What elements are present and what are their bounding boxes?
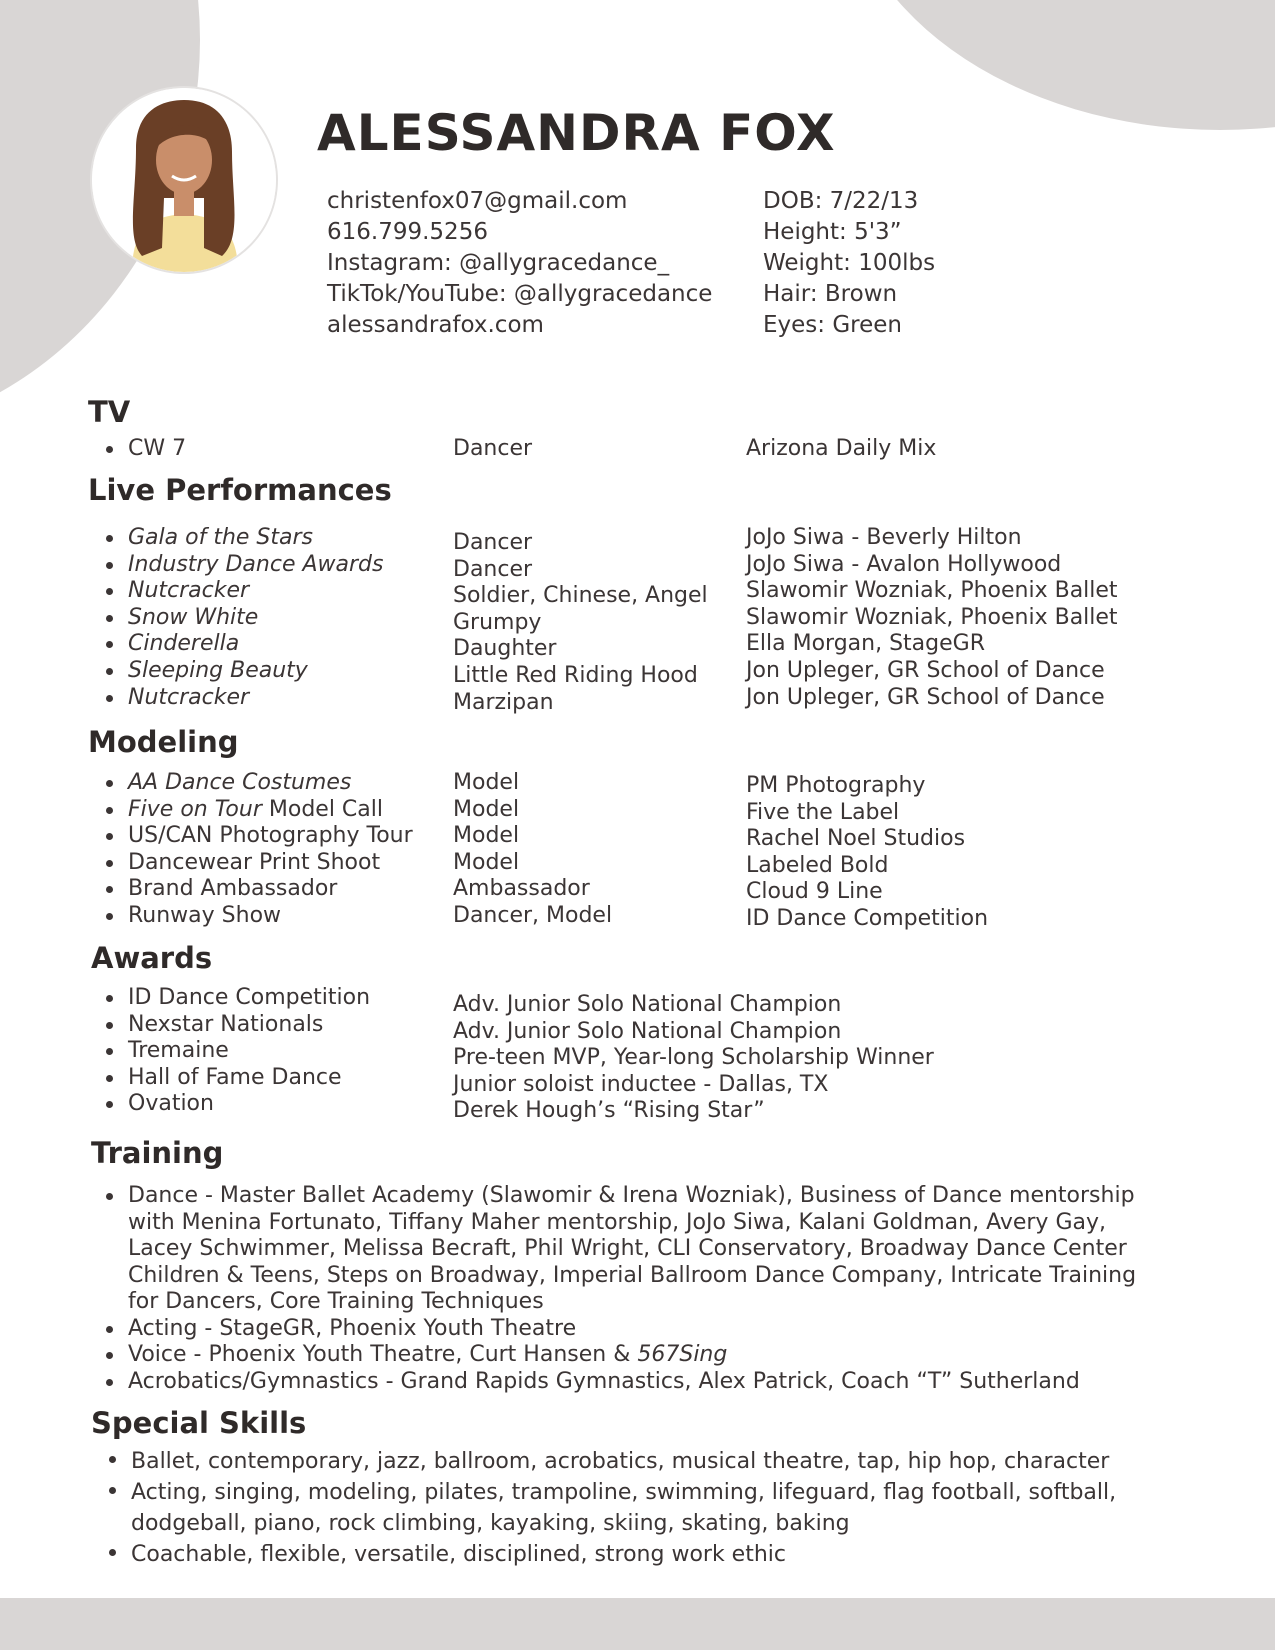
list-item: Acrobatics/Gymnastics - Grand Rapids Gymnastics, Alex Patrick, Coach “T” Sutherland [128, 1369, 1136, 1396]
role: Model [453, 770, 520, 795]
modeling-credits [746, 773, 988, 933]
role: Grumpy [453, 609, 542, 635]
list-item: Gala of the Stars [128, 525, 383, 552]
role: Little Red Riding Hood [453, 662, 698, 688]
live-titles [128, 525, 383, 711]
weight: Weight: 100lbs [763, 250, 936, 276]
tiktok-youtube-handle: TikTok/YouTube: @allygracedance [327, 281, 713, 307]
role: Dancer [453, 556, 533, 582]
modeling-roles [453, 770, 612, 930]
decorative-right-blob [840, 0, 1275, 130]
award-names [128, 985, 370, 1118]
section-title-training: Training [91, 1136, 224, 1170]
list-item: Tremaine [128, 1038, 370, 1065]
honor: Pre-teen MVP, Year-long Scholarship Winner [453, 1045, 934, 1071]
credit: Rachel Noel Studios [746, 826, 966, 852]
section-title-awards: Awards [91, 941, 213, 975]
award-honors [453, 992, 934, 1125]
role: Model [453, 849, 520, 875]
list-item: Snow White [128, 605, 383, 632]
credit: JoJo Siwa - Avalon Hollywood [746, 551, 1062, 577]
role: Soldier, Chinese, Angel [453, 583, 708, 609]
honor: Derek Hough’s “Rising Star” [453, 1098, 765, 1124]
credit: PM Photography [746, 773, 926, 798]
email-link[interactable]: christenfox07@gmail.com [327, 188, 628, 214]
phone-number: 616.799.5256 [327, 219, 488, 245]
skills-list [131, 1446, 1116, 1570]
credit-company: Arizona Daily Mix [746, 436, 937, 461]
list-item: Cinderella [128, 631, 383, 658]
honor: Adv. Junior Solo National Champion [453, 992, 842, 1017]
role: Ambassador [453, 876, 590, 902]
credit: Jon Upleger, GR School of Dance [746, 657, 1105, 683]
list-item: Industry Dance Awards [128, 551, 384, 577]
list-item: Ovation [128, 1091, 370, 1118]
list-item: Coachable, flexible, versatile, disciplined, strong work ethic [131, 1539, 1116, 1570]
credit: Jon Upleger, GR School of Dance [746, 684, 1105, 710]
role: Model [453, 796, 520, 822]
list-item: AA Dance Costumes [128, 770, 413, 797]
hair: Hair: Brown [763, 281, 898, 307]
eyes: Eyes: Green [763, 312, 902, 338]
section-title-tv: TV [88, 395, 131, 429]
training-list [128, 1183, 1136, 1395]
dob: DOB: 7/22/13 [763, 188, 919, 214]
honor: Junior soloist inductee - Dallas, TX [453, 1071, 829, 1097]
list-item: US/CAN Photography Tour [128, 823, 413, 849]
list-item: Voice - Phoenix Youth Theatre, Curt Hansen & 567Sing [128, 1342, 1136, 1369]
role: Daughter [453, 636, 557, 662]
instagram-handle: Instagram: @allygracedance_ [327, 250, 670, 276]
modeling-titles [128, 770, 413, 930]
credit: JoJo Siwa - Beverly Hilton [746, 525, 1022, 550]
honor: Adv. Junior Solo National Champion [453, 1018, 842, 1044]
role: Marzipan [453, 689, 554, 715]
list-item: Five on Tour Model Call [128, 797, 413, 824]
list-item: Hall of Fame Dance [128, 1065, 370, 1092]
candidate-name: ALESSANDRA FOX [317, 104, 836, 162]
role: Dancer [453, 530, 533, 555]
live-roles [453, 530, 708, 716]
role: Dancer, Model [453, 902, 613, 928]
footer-band [0, 1598, 1275, 1650]
list-item: Nutcracker [128, 578, 383, 605]
list-item: Runway Show [128, 903, 413, 930]
list-item: Acting - StageGR, Phoenix Youth Theatre [128, 1316, 1136, 1343]
website-link[interactable]: alessandrafox.com [327, 312, 544, 338]
list-item: Ballet, contemporary, jazz, ballroom, acrobatics, musical theatre, tap, hip hop, character [131, 1446, 1116, 1477]
list-item: Nexstar Nationals [128, 1012, 370, 1039]
role: Model [453, 823, 520, 849]
headshot-photo [92, 88, 276, 272]
live-credits [746, 525, 1118, 711]
list-item: ID Dance Competition [128, 985, 371, 1010]
credit: Labeled Bold [746, 852, 889, 878]
list-item: Dance - Master Ballet Academy (Slawomir & Irena Wozniak), Business of Dance mentorship with Menina Fortunato, Tiffany Maher mentorship, JoJo Siwa, Kalani Goldman, Avery Gay, Lacey Schwimmer, Melissa Becraft, Phil Wright, CLI Conservatory, Broadway Dance Center Children & Teens, Steps on Broadway, Imperial Ballroom Dance Company, Intricate Training for Dancers, Core Training Techniques [128, 1183, 1137, 1314]
credit: Five the Label [746, 799, 900, 825]
credit: Cloud 9 Line [746, 879, 883, 905]
list-item: Acting, singing, modeling, pilates, trampoline, swimming, lifeguard, flag football, softball, dodgeball, piano, rock climbing, kayaking, skiing, skating, baking [131, 1477, 1116, 1539]
list-item: Dancewear Print Shoot [128, 850, 413, 877]
credit: Slawomir Wozniak, Phoenix Ballet [746, 604, 1118, 630]
section-title-live-performances: Live Performances [88, 473, 392, 507]
section-title-special-skills: Special Skills [91, 1406, 307, 1440]
credit: ID Dance Competition [746, 905, 989, 931]
list-item: Nutcracker [128, 685, 383, 712]
list-item: Brand Ambassador [128, 876, 413, 903]
credit: Ella Morgan, StageGR [746, 631, 985, 657]
credit-role: Dancer [453, 436, 533, 461]
contact-info [327, 186, 712, 341]
credit-title: CW 7 [128, 436, 187, 461]
height: Height: 5'3” [763, 219, 902, 245]
credit: Slawomir Wozniak, Phoenix Ballet [746, 578, 1118, 604]
list-item: Sleeping Beauty [128, 658, 383, 685]
section-title-modeling: Modeling [88, 725, 239, 759]
physical-stats [763, 186, 935, 341]
